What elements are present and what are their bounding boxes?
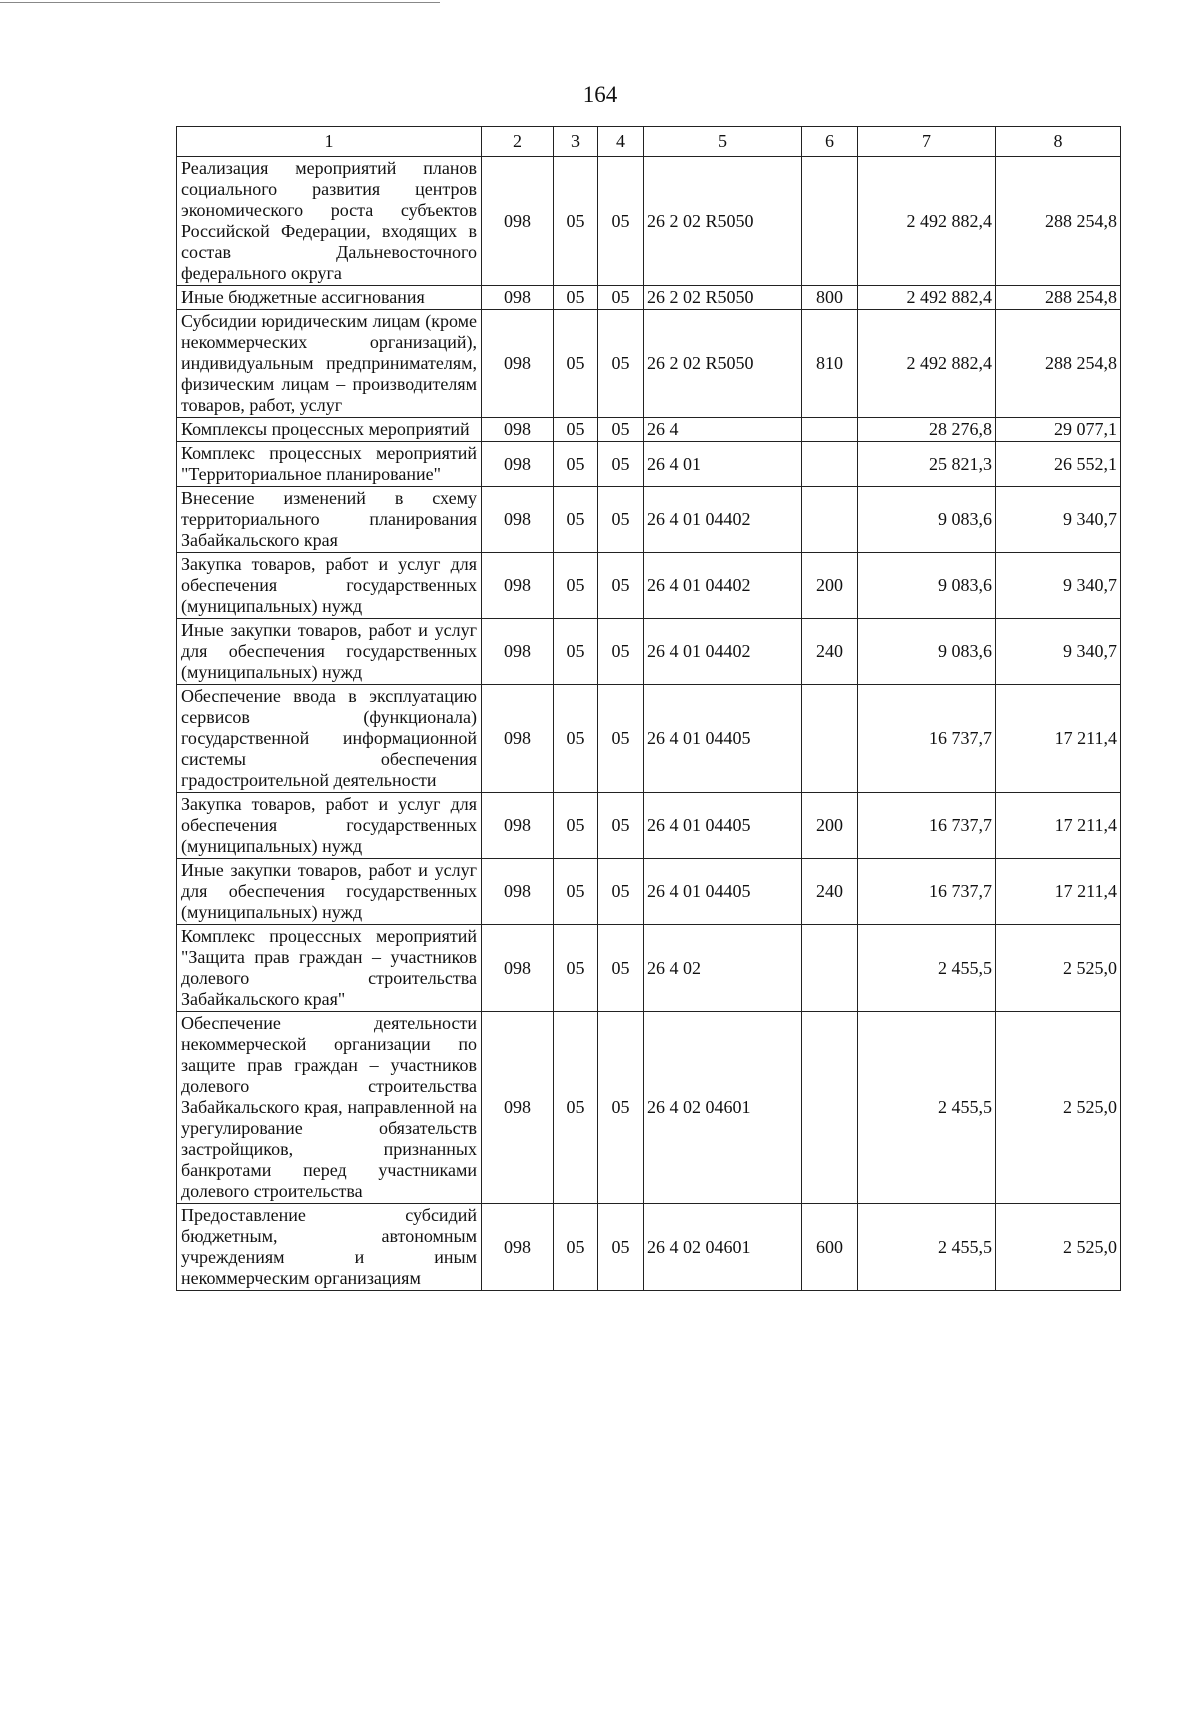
table-row [177, 1204, 1121, 1291]
amount-year2-cell: 288 254,8 [996, 157, 1121, 286]
amount-year2-cell: 9 340,7 [996, 487, 1121, 553]
subsection-cell: 05 [598, 619, 644, 685]
table-body [177, 127, 1121, 1291]
header-cell: 5 [644, 127, 802, 157]
amount-year2-cell: 288 254,8 [996, 310, 1121, 418]
table-row [177, 793, 1121, 859]
subsection-cell: 05 [598, 793, 644, 859]
section-cell: 05 [554, 310, 598, 418]
amount-year1-cell: 2 455,5 [858, 1012, 996, 1204]
amount-year2-cell: 26 552,1 [996, 442, 1121, 487]
expense-type-cell [802, 418, 858, 442]
section-cell: 05 [554, 859, 598, 925]
expense-type-cell: 240 [802, 859, 858, 925]
amount-year2-cell: 288 254,8 [996, 286, 1121, 310]
target-article-cell: 26 2 02 R5050 [644, 157, 802, 286]
header-cell: 2 [482, 127, 554, 157]
amount-year1-cell: 16 737,7 [858, 859, 996, 925]
amount-year1-cell: 2 455,5 [858, 925, 996, 1012]
item-name-cell: Иные бюджетные ассигнования [177, 286, 482, 310]
target-article-cell: 26 4 01 [644, 442, 802, 487]
page-number: 164 [582, 82, 618, 107]
amount-year1-cell: 9 083,6 [858, 553, 996, 619]
subsection-cell: 05 [598, 685, 644, 793]
subsection-cell: 05 [598, 310, 644, 418]
expense-type-cell: 200 [802, 553, 858, 619]
target-article-cell: 26 4 02 04601 [644, 1204, 802, 1291]
target-article-cell: 26 4 01 04402 [644, 619, 802, 685]
item-name-cell: Закупка товаров, работ и услуг для обеспечения государственных (муниципальных) нужд [177, 793, 482, 859]
table-row [177, 487, 1121, 553]
code-cell: 098 [482, 619, 554, 685]
target-article-cell: 26 4 01 04402 [644, 487, 802, 553]
table-row [177, 310, 1121, 418]
table-row [177, 418, 1121, 442]
subsection-cell: 05 [598, 1204, 644, 1291]
item-name-cell: Иные закупки товаров, работ и услуг для обеспечения государственных (муниципальных) нужд [177, 859, 482, 925]
target-article-cell: 26 2 02 R5050 [644, 310, 802, 418]
header-cell: 6 [802, 127, 858, 157]
code-cell: 098 [482, 793, 554, 859]
target-article-cell: 26 4 [644, 418, 802, 442]
subsection-cell: 05 [598, 487, 644, 553]
table-row [177, 619, 1121, 685]
code-cell: 098 [482, 310, 554, 418]
section-cell: 05 [554, 442, 598, 487]
subsection-cell: 05 [598, 157, 644, 286]
section-cell: 05 [554, 286, 598, 310]
header-row [177, 127, 1121, 157]
expense-type-cell [802, 487, 858, 553]
expense-type-cell: 810 [802, 310, 858, 418]
code-cell: 098 [482, 553, 554, 619]
section-cell: 05 [554, 553, 598, 619]
expense-type-cell: 200 [802, 793, 858, 859]
amount-year2-cell: 9 340,7 [996, 553, 1121, 619]
expense-type-cell [802, 442, 858, 487]
amount-year2-cell: 17 211,4 [996, 685, 1121, 793]
item-name-cell: Иные закупки товаров, работ и услуг для обеспечения государственных (муниципальных) нужд [177, 619, 482, 685]
subsection-cell: 05 [598, 859, 644, 925]
code-cell: 098 [482, 1012, 554, 1204]
section-cell: 05 [554, 487, 598, 553]
code-cell: 098 [482, 442, 554, 487]
table-row [177, 859, 1121, 925]
item-name-cell: Предоставление субсидий бюджетным, автономным учреждениям и иным некоммерческим организациям [177, 1204, 482, 1291]
section-cell: 05 [554, 1204, 598, 1291]
table-row [177, 1012, 1121, 1204]
item-name-cell: Внесение изменений в схему территориального планирования Забайкальского края [177, 487, 482, 553]
amount-year1-cell: 16 737,7 [858, 793, 996, 859]
item-name-cell: Реализация мероприятий планов социального развития центров экономического роста субъектов Российской Федерации, входящих в состав Дальневосточного федерального округа [177, 157, 482, 286]
section-cell: 05 [554, 925, 598, 1012]
code-cell: 098 [482, 685, 554, 793]
code-cell: 098 [482, 286, 554, 310]
target-article-cell: 26 4 02 [644, 925, 802, 1012]
code-cell: 098 [482, 157, 554, 286]
expense-type-cell: 240 [802, 619, 858, 685]
item-name-cell: Закупка товаров, работ и услуг для обеспечения государственных (муниципальных) нужд [177, 553, 482, 619]
section-cell: 05 [554, 685, 598, 793]
target-article-cell: 26 4 01 04402 [644, 553, 802, 619]
section-cell: 05 [554, 619, 598, 685]
table-row [177, 286, 1121, 310]
amount-year1-cell: 2 492 882,4 [858, 310, 996, 418]
section-cell: 05 [554, 418, 598, 442]
table-row [177, 685, 1121, 793]
budget-table [176, 126, 1121, 1291]
subsection-cell: 05 [598, 418, 644, 442]
amount-year2-cell: 2 525,0 [996, 925, 1121, 1012]
amount-year1-cell: 2 492 882,4 [858, 157, 996, 286]
target-article-cell: 26 4 01 04405 [644, 859, 802, 925]
expense-type-cell: 600 [802, 1204, 858, 1291]
code-cell: 098 [482, 859, 554, 925]
section-cell: 05 [554, 1012, 598, 1204]
target-article-cell: 26 4 01 04405 [644, 793, 802, 859]
amount-year1-cell: 9 083,6 [858, 487, 996, 553]
expense-type-cell [802, 1012, 858, 1204]
top-rule [0, 2, 440, 3]
header-cell: 7 [858, 127, 996, 157]
expense-type-cell [802, 157, 858, 286]
amount-year1-cell: 25 821,3 [858, 442, 996, 487]
amount-year2-cell: 29 077,1 [996, 418, 1121, 442]
amount-year1-cell: 2 492 882,4 [858, 286, 996, 310]
section-cell: 05 [554, 157, 598, 286]
item-name-cell: Субсидии юридическим лицам (кроме некоммерческих организаций), индивидуальным предпринимателям, физическим лицам – производителям товаров, работ, услуг [177, 310, 482, 418]
expense-type-cell [802, 925, 858, 1012]
table-row [177, 157, 1121, 286]
item-name-cell: Комплексы процессных мероприятий [177, 418, 482, 442]
amount-year1-cell: 9 083,6 [858, 619, 996, 685]
item-name-cell: Комплекс процессных мероприятий "Защита прав граждан – участников долевого строительства Забайкальского края" [177, 925, 482, 1012]
code-cell: 098 [482, 487, 554, 553]
table-row [177, 553, 1121, 619]
subsection-cell: 05 [598, 925, 644, 1012]
code-cell: 098 [482, 1204, 554, 1291]
item-name-cell: Обеспечение деятельности некоммерческой организации по защите прав граждан – участников долевого строительства Забайкальского края, направленной на урегулирование обязательств застройщиков, признанных банкротами перед участниками долевого строительства [177, 1012, 482, 1204]
code-cell: 098 [482, 925, 554, 1012]
item-name-cell: Комплекс процессных мероприятий "Территориальное планирование" [177, 442, 482, 487]
code-cell: 098 [482, 418, 554, 442]
item-name-cell: Обеспечение ввода в эксплуатацию сервисов (функционала) государственной информационной системы обеспечения градостроительной деятельности [177, 685, 482, 793]
subsection-cell: 05 [598, 1012, 644, 1204]
amount-year1-cell: 28 276,8 [858, 418, 996, 442]
amount-year2-cell: 2 525,0 [996, 1204, 1121, 1291]
header-cell: 1 [177, 127, 482, 157]
expense-type-cell [802, 685, 858, 793]
subsection-cell: 05 [598, 553, 644, 619]
header-cell: 3 [554, 127, 598, 157]
subsection-cell: 05 [598, 442, 644, 487]
amount-year2-cell: 2 525,0 [996, 1012, 1121, 1204]
amount-year1-cell: 2 455,5 [858, 1204, 996, 1291]
amount-year2-cell: 9 340,7 [996, 619, 1121, 685]
section-cell: 05 [554, 793, 598, 859]
amount-year2-cell: 17 211,4 [996, 793, 1121, 859]
target-article-cell: 26 2 02 R5050 [644, 286, 802, 310]
header-cell: 8 [996, 127, 1121, 157]
amount-year2-cell: 17 211,4 [996, 859, 1121, 925]
target-article-cell: 26 4 01 04405 [644, 685, 802, 793]
expense-type-cell: 800 [802, 286, 858, 310]
subsection-cell: 05 [598, 286, 644, 310]
table-row [177, 442, 1121, 487]
table-row [177, 925, 1121, 1012]
amount-year1-cell: 16 737,7 [858, 685, 996, 793]
header-cell: 4 [598, 127, 644, 157]
target-article-cell: 26 4 02 04601 [644, 1012, 802, 1204]
